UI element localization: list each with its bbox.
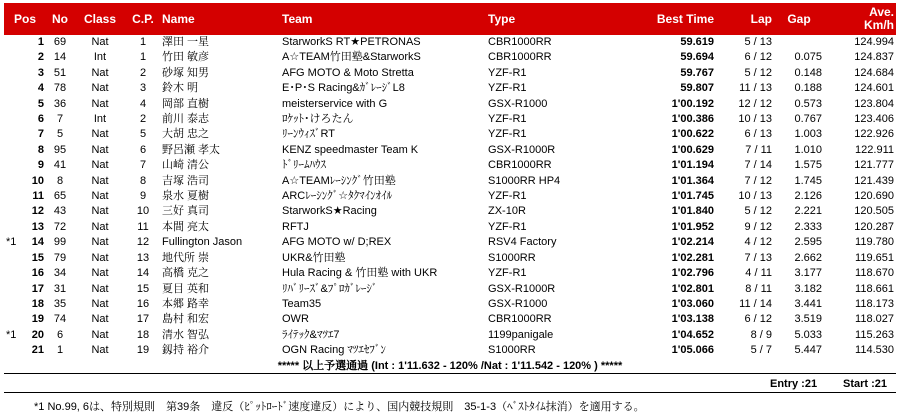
row-team: A☆TEAMﾚｰｼﾝｸﾞ竹田塾 <box>282 174 396 187</box>
row-team: meisterservice with G <box>282 97 388 110</box>
row-gap: 0.148 <box>794 66 822 79</box>
row-ave: 118.661 <box>855 282 894 295</box>
row-team: OGN Racing ﾏﾂｴｾﾌﾞﾝ <box>282 344 386 357</box>
row-pos-value: 5 <box>37 97 44 110</box>
row-type: 1199panigale <box>488 328 554 341</box>
row-cp: 2 <box>139 113 147 126</box>
header-lap: Lap <box>716 3 774 35</box>
row-team: E･P･S Racing&ｶﾞﾚｰｼﾞL8 <box>282 82 405 95</box>
row-pos <box>4 97 46 112</box>
row-cp: 1 <box>139 51 147 64</box>
header-no: No <box>46 3 74 35</box>
row-no: 43 <box>53 205 67 218</box>
header-best-time: Best Time <box>604 3 716 35</box>
row-ave: 124.684 <box>854 66 894 79</box>
row-name: 高橋 克之 <box>162 267 210 280</box>
row-class: Nat <box>91 174 109 187</box>
row-gap: 0.573 <box>794 97 822 110</box>
row-type: YZF-R1 <box>488 66 527 79</box>
row-gap: 5.447 <box>794 344 822 357</box>
row-pos <box>4 204 46 219</box>
row-pos-value: 14 <box>31 236 44 249</box>
row-gap: 2.595 <box>794 236 822 249</box>
row-no: 51 <box>53 66 67 79</box>
row-team: StarworkS★Racing <box>282 205 377 218</box>
row-name: 地代所 崇 <box>162 251 210 264</box>
row-pos-value: 10 <box>31 174 44 187</box>
row-cp: 10 <box>136 205 150 218</box>
header-ave <box>824 3 896 35</box>
table-body <box>4 35 896 359</box>
row-pos <box>4 50 46 65</box>
row-class: Nat <box>91 236 109 249</box>
row-no: 74 <box>53 313 67 326</box>
row-type: S1000RR HP4 <box>488 174 561 187</box>
row-class: Nat <box>91 344 109 357</box>
row-lap: 5 / 12 <box>744 66 772 79</box>
row-pos <box>4 328 46 343</box>
row-name: 野呂瀬 孝太 <box>162 143 221 156</box>
row-name: 清水 智弘 <box>162 328 210 341</box>
row-cp: 2 <box>139 66 147 79</box>
row-name: 本間 亮太 <box>162 220 210 233</box>
row-team: ﾘﾊﾞﾘｰｽﾞ&ﾌﾟﾛｶﾞﾚｰｼﾞ <box>282 282 378 295</box>
row-best-time: 1'01.745 <box>671 190 714 203</box>
row-gap: 1.575 <box>794 159 822 172</box>
row-team: RFTJ <box>282 220 309 233</box>
row-name: Fullington Jason <box>162 236 243 249</box>
row-type: S1000RR <box>488 344 536 357</box>
row-pos <box>4 220 46 235</box>
row-name: 泉水 夏樹 <box>162 190 210 203</box>
row-lap: 8 / 9 <box>750 328 772 341</box>
row-best-time: 59.807 <box>680 82 714 95</box>
row-pos <box>4 235 46 250</box>
header-pos: Pos <box>4 3 46 35</box>
row-class: Nat <box>91 297 109 310</box>
row-ave: 121.777 <box>854 159 894 172</box>
row-class: Nat <box>91 220 109 233</box>
table-row <box>4 97 896 112</box>
row-type: YZF-R1 <box>488 267 527 280</box>
table-row <box>4 66 896 81</box>
row-ave: 114.530 <box>855 344 894 357</box>
row-class: Nat <box>91 159 109 172</box>
row-pos-value: 15 <box>31 251 44 264</box>
row-team: Hula Racing & 竹田塾 with UKR <box>282 267 438 280</box>
row-name: 本郷 路幸 <box>162 297 210 310</box>
row-cp: 17 <box>136 313 150 326</box>
header-class: Class <box>74 3 126 35</box>
row-type: ZX-10R <box>488 205 526 218</box>
divider-bottom <box>4 392 896 393</box>
row-pos <box>4 158 46 173</box>
table-row <box>4 127 896 142</box>
row-pos-value: 7 <box>37 128 44 141</box>
row-ave: 118.173 <box>855 297 894 310</box>
table-row <box>4 312 896 327</box>
row-pos <box>4 266 46 281</box>
row-no: 34 <box>53 267 67 280</box>
row-lap: 11 / 13 <box>739 82 772 95</box>
row-gap: 2.126 <box>794 190 822 203</box>
row-pos <box>4 312 46 327</box>
row-pos <box>4 282 46 297</box>
row-cp: 6 <box>139 143 147 156</box>
row-name: 夏目 英和 <box>162 282 210 295</box>
row-class: Nat <box>91 36 109 48</box>
header-ave-line2: Km/h <box>864 18 894 32</box>
row-cp: 8 <box>139 174 147 187</box>
row-cp: 5 <box>139 128 147 141</box>
row-pos <box>4 251 46 266</box>
row-cp: 1 <box>139 36 147 48</box>
row-pos <box>4 112 46 127</box>
row-name: 砂塚 知男 <box>162 66 210 79</box>
row-no: 79 <box>53 251 67 264</box>
row-penalty-mark: *1 <box>6 236 17 249</box>
row-pos-value: 19 <box>31 313 44 326</box>
row-best-time: 1'02.281 <box>671 251 714 264</box>
row-lap: 11 / 14 <box>739 297 772 310</box>
row-no: 95 <box>53 143 67 156</box>
row-ave: 122.926 <box>854 128 894 141</box>
row-type: GSX-R1000 <box>488 297 548 310</box>
entry-count: Entry :21 <box>770 378 818 390</box>
row-type: YZF-R1 <box>488 220 527 233</box>
row-best-time: 59.694 <box>680 51 714 64</box>
row-best-time: 1'00.629 <box>671 143 714 156</box>
row-pos-value: 6 <box>37 113 44 126</box>
row-type: GSX-R1000 <box>488 97 548 110</box>
row-gap: 5.033 <box>794 328 822 341</box>
row-team: AFG MOTO & Moto Stretta <box>282 66 414 79</box>
row-lap: 4 / 12 <box>744 236 772 249</box>
table-header <box>4 3 896 35</box>
row-team: OWR <box>282 313 309 326</box>
row-type: YZF-R1 <box>488 82 527 95</box>
row-class: Nat <box>91 97 109 110</box>
table-row <box>4 266 896 281</box>
row-gap: 2.333 <box>794 220 822 233</box>
row-name: 澤田 一星 <box>162 36 210 48</box>
row-lap: 5 / 7 <box>750 344 772 357</box>
row-pos-value: 3 <box>37 66 44 79</box>
row-no: 5 <box>56 128 64 141</box>
row-lap: 6 / 13 <box>744 128 772 141</box>
row-best-time: 1'01.952 <box>671 220 714 233</box>
row-pos-value: 8 <box>37 143 44 156</box>
row-pos-value: 16 <box>31 267 44 280</box>
table-row <box>4 235 896 250</box>
row-pos-value: 17 <box>31 282 44 295</box>
table-row <box>4 297 896 312</box>
row-type: GSX-R1000R <box>488 282 556 295</box>
row-class: Nat <box>91 66 109 79</box>
row-name: 前川 泰志 <box>162 113 210 126</box>
row-gap: 0.767 <box>794 113 822 126</box>
row-gap: 3.441 <box>794 297 822 310</box>
row-type: S1000RR <box>488 251 536 264</box>
row-best-time: 1'04.652 <box>671 328 714 341</box>
row-best-time: 1'00.386 <box>671 113 714 126</box>
row-name: 岡部 直樹 <box>162 97 210 110</box>
row-team: ﾛｹｯﾄ･けろたん <box>282 113 354 126</box>
row-class: Nat <box>91 82 109 95</box>
row-pos-value: 9 <box>37 159 44 172</box>
row-best-time: 1'01.364 <box>671 174 714 187</box>
row-cp: 16 <box>136 297 150 310</box>
header-gap: Gap <box>774 3 824 35</box>
table-row <box>4 35 896 50</box>
row-cp: 4 <box>139 97 147 110</box>
row-cp: 9 <box>139 190 147 203</box>
row-ave: 123.406 <box>854 113 894 126</box>
header-ave-line1: Ave. <box>869 5 894 19</box>
row-class: Nat <box>91 128 109 141</box>
row-cp: 7 <box>139 159 147 172</box>
row-ave: 121.439 <box>854 174 894 187</box>
row-best-time: 59.767 <box>680 66 714 79</box>
row-best-time: 1'01.194 <box>671 159 714 172</box>
footnote: *1 No.99, 6は、特別規則 第39条 違反（ﾋﾟｯﾄﾛｰﾄﾞ速度違反）により、国内競技規則 35-1-3（ﾍﾞｽﾄﾀｲﾑ抹消）を適用する。 <box>34 401 645 413</box>
row-cp: 19 <box>136 344 150 357</box>
row-cp: 15 <box>136 282 150 295</box>
start-count: Start :21 <box>843 378 888 390</box>
row-pos-value: 13 <box>31 220 44 233</box>
row-gap <box>774 35 824 50</box>
row-type: CBR1000RR <box>488 51 552 64</box>
row-team: ARCﾚｰｼﾝｸﾞ☆ﾀｸﾏｲﾝｵｲﾙ <box>282 190 393 203</box>
row-class: Nat <box>91 313 109 326</box>
row-gap: 0.075 <box>794 51 822 64</box>
row-lap: 5 / 12 <box>744 205 772 218</box>
table-row <box>4 143 896 158</box>
row-ave: 124.601 <box>854 82 894 95</box>
row-gap: 3.182 <box>794 282 822 295</box>
row-ave: 120.690 <box>854 190 894 203</box>
row-class: Nat <box>91 205 109 218</box>
row-ave: 118.027 <box>855 313 894 326</box>
row-ave: 118.670 <box>855 267 894 280</box>
table-row <box>4 189 896 204</box>
row-no: 65 <box>53 190 67 203</box>
row-team: ﾘｰﾝｳｨｽﾞRT <box>282 128 335 141</box>
row-ave: 115.263 <box>855 328 894 341</box>
row-pos-value: 12 <box>31 205 44 218</box>
row-type: CBR1000RR <box>488 36 552 48</box>
row-lap: 9 / 12 <box>744 220 772 233</box>
row-team: Team35 <box>282 297 322 310</box>
row-team: AFG MOTO w/ D;REX <box>282 236 392 249</box>
row-gap: 3.519 <box>794 313 822 326</box>
row-pos-value: 21 <box>31 344 44 357</box>
row-pos-value: 4 <box>37 82 44 95</box>
table-row <box>4 112 896 127</box>
table-row <box>4 251 896 266</box>
row-type: CBR1000RR <box>488 313 552 326</box>
row-lap: 6 / 12 <box>744 51 772 64</box>
row-pos-value: 11 <box>32 190 44 203</box>
row-no: 35 <box>53 297 67 310</box>
row-pos-value: 2 <box>37 51 44 64</box>
row-name: 竹田 敏彦 <box>162 51 210 64</box>
table-row <box>4 81 896 96</box>
row-pos-value: 20 <box>31 328 44 341</box>
row-no: 6 <box>56 328 64 341</box>
row-team: UKR&竹田塾 <box>282 251 346 264</box>
table-row <box>4 328 896 343</box>
row-team: KENZ speedmaster Team K <box>282 143 419 156</box>
row-penalty-mark: *1 <box>6 328 17 341</box>
row-no: 31 <box>53 282 67 295</box>
row-class: Nat <box>91 143 109 156</box>
row-best-time: 1'01.840 <box>671 205 714 218</box>
row-cp: 11 <box>137 220 149 233</box>
row-no: 69 <box>53 36 67 48</box>
table-row <box>4 220 896 235</box>
row-cp: 12 <box>136 236 150 249</box>
row-lap: 6 / 12 <box>744 313 772 326</box>
row-name: 三好 真司 <box>162 205 210 218</box>
row-gap: 0.188 <box>794 82 822 95</box>
row-no: 7 <box>56 113 64 126</box>
row-type: YZF-R1 <box>488 128 527 141</box>
row-type: CBR1000RR <box>488 159 552 172</box>
row-ave: 119.651 <box>855 251 894 264</box>
row-type: YZF-R1 <box>488 113 527 126</box>
table-row <box>4 174 896 189</box>
row-gap: 1.745 <box>794 174 822 187</box>
row-gap: 2.221 <box>794 205 822 218</box>
row-lap: 5 / 13 <box>744 36 772 48</box>
row-no: 14 <box>53 51 67 64</box>
row-pos <box>4 174 46 189</box>
table-row <box>4 282 896 297</box>
row-gap: 3.177 <box>794 267 822 280</box>
row-best-time: 1'02.801 <box>671 282 714 295</box>
divider-top <box>4 373 896 374</box>
row-pos <box>4 143 46 158</box>
row-best-time: 1'00.622 <box>671 128 714 141</box>
row-gap: 2.662 <box>794 251 822 264</box>
row-class: Int <box>93 51 107 64</box>
row-best-time: 1'02.796 <box>671 267 714 280</box>
row-best-time: 1'03.060 <box>671 297 714 310</box>
header-cp: C.P. <box>126 3 160 35</box>
row-ave: 119.780 <box>855 236 894 249</box>
row-pos <box>4 127 46 142</box>
row-type: RSV4 Factory <box>488 236 557 249</box>
row-pos-value: 18 <box>31 297 44 310</box>
row-pos <box>4 297 46 312</box>
row-type: YZF-R1 <box>488 190 527 203</box>
row-ave: 124.994 <box>854 36 894 48</box>
row-no: 1 <box>56 344 64 357</box>
header-type: Type <box>486 3 604 35</box>
row-lap: 7 / 11 <box>745 143 772 156</box>
row-no: 78 <box>53 82 67 95</box>
row-cp: 18 <box>136 328 150 341</box>
row-pos <box>4 81 46 96</box>
row-no: 99 <box>53 236 67 249</box>
row-team: A☆TEAM竹田塾&StarworkS <box>282 51 421 64</box>
row-lap: 12 / 12 <box>738 97 772 110</box>
row-best-time: 59.619 <box>680 36 714 48</box>
row-pos-value: 1 <box>37 36 44 48</box>
row-lap: 7 / 14 <box>744 159 772 172</box>
row-best-time: 1'00.192 <box>671 97 714 110</box>
row-name: 鈴木 明 <box>162 82 199 95</box>
row-team: ﾄﾞﾘｰﾑﾊｳｽ <box>282 159 326 172</box>
row-class: Nat <box>91 328 109 341</box>
table-row <box>4 158 896 173</box>
row-ave: 120.505 <box>854 205 894 218</box>
row-gap: 1.003 <box>794 128 822 141</box>
row-class: Nat <box>91 251 109 264</box>
row-team: StarworkS RT★PETRONAS <box>282 36 421 48</box>
row-lap: 8 / 11 <box>745 282 772 295</box>
row-no: 41 <box>53 159 67 172</box>
row-ave: 124.837 <box>854 51 894 64</box>
row-pos <box>4 35 46 50</box>
row-lap: 4 / 11 <box>745 267 772 280</box>
row-lap: 7 / 12 <box>744 174 772 187</box>
qualify-line: ***** 以上予選通過 (Int : 1'11.632 - 120% /Nat : 1'11.542 - 120% ) ***** <box>277 360 623 372</box>
row-ave: 123.804 <box>854 97 894 110</box>
row-name: 大胡 忠之 <box>162 128 210 141</box>
row-team: ﾗｲﾃｯｸ&ﾏﾂｴ7 <box>282 328 340 341</box>
row-no: 72 <box>53 220 67 233</box>
row-name: 吉塚 浩司 <box>162 174 210 187</box>
row-cp: 3 <box>139 82 147 95</box>
row-pos <box>4 66 46 81</box>
row-no: 8 <box>56 174 64 187</box>
row-lap: 7 / 13 <box>744 251 772 264</box>
row-class: Nat <box>91 267 109 280</box>
row-lap: 10 / 13 <box>738 113 772 126</box>
row-cp: 13 <box>136 251 150 264</box>
row-class: Nat <box>91 282 109 295</box>
row-cp: 14 <box>136 267 150 280</box>
row-best-time: 1'02.214 <box>671 236 714 249</box>
row-ave: 122.911 <box>855 143 894 156</box>
row-best-time: 1'03.138 <box>671 313 714 326</box>
results-table <box>4 3 896 359</box>
table-row <box>4 204 896 219</box>
row-pos <box>4 189 46 204</box>
row-name: 島村 和宏 <box>162 313 210 326</box>
row-name: 山崎 清公 <box>162 159 210 172</box>
row-type: GSX-R1000R <box>488 143 556 156</box>
row-class: Nat <box>91 190 109 203</box>
table-row <box>4 50 896 65</box>
row-ave: 120.287 <box>854 220 894 233</box>
row-name: 釼持 裕介 <box>162 344 210 357</box>
row-best-time: 1'05.066 <box>671 344 714 357</box>
row-lap: 10 / 13 <box>738 190 772 203</box>
row-no: 36 <box>53 97 67 110</box>
header-name: Name <box>160 3 280 35</box>
row-gap: 1.010 <box>794 143 822 156</box>
row-class: Int <box>93 113 107 126</box>
header-team: Team <box>280 3 486 35</box>
